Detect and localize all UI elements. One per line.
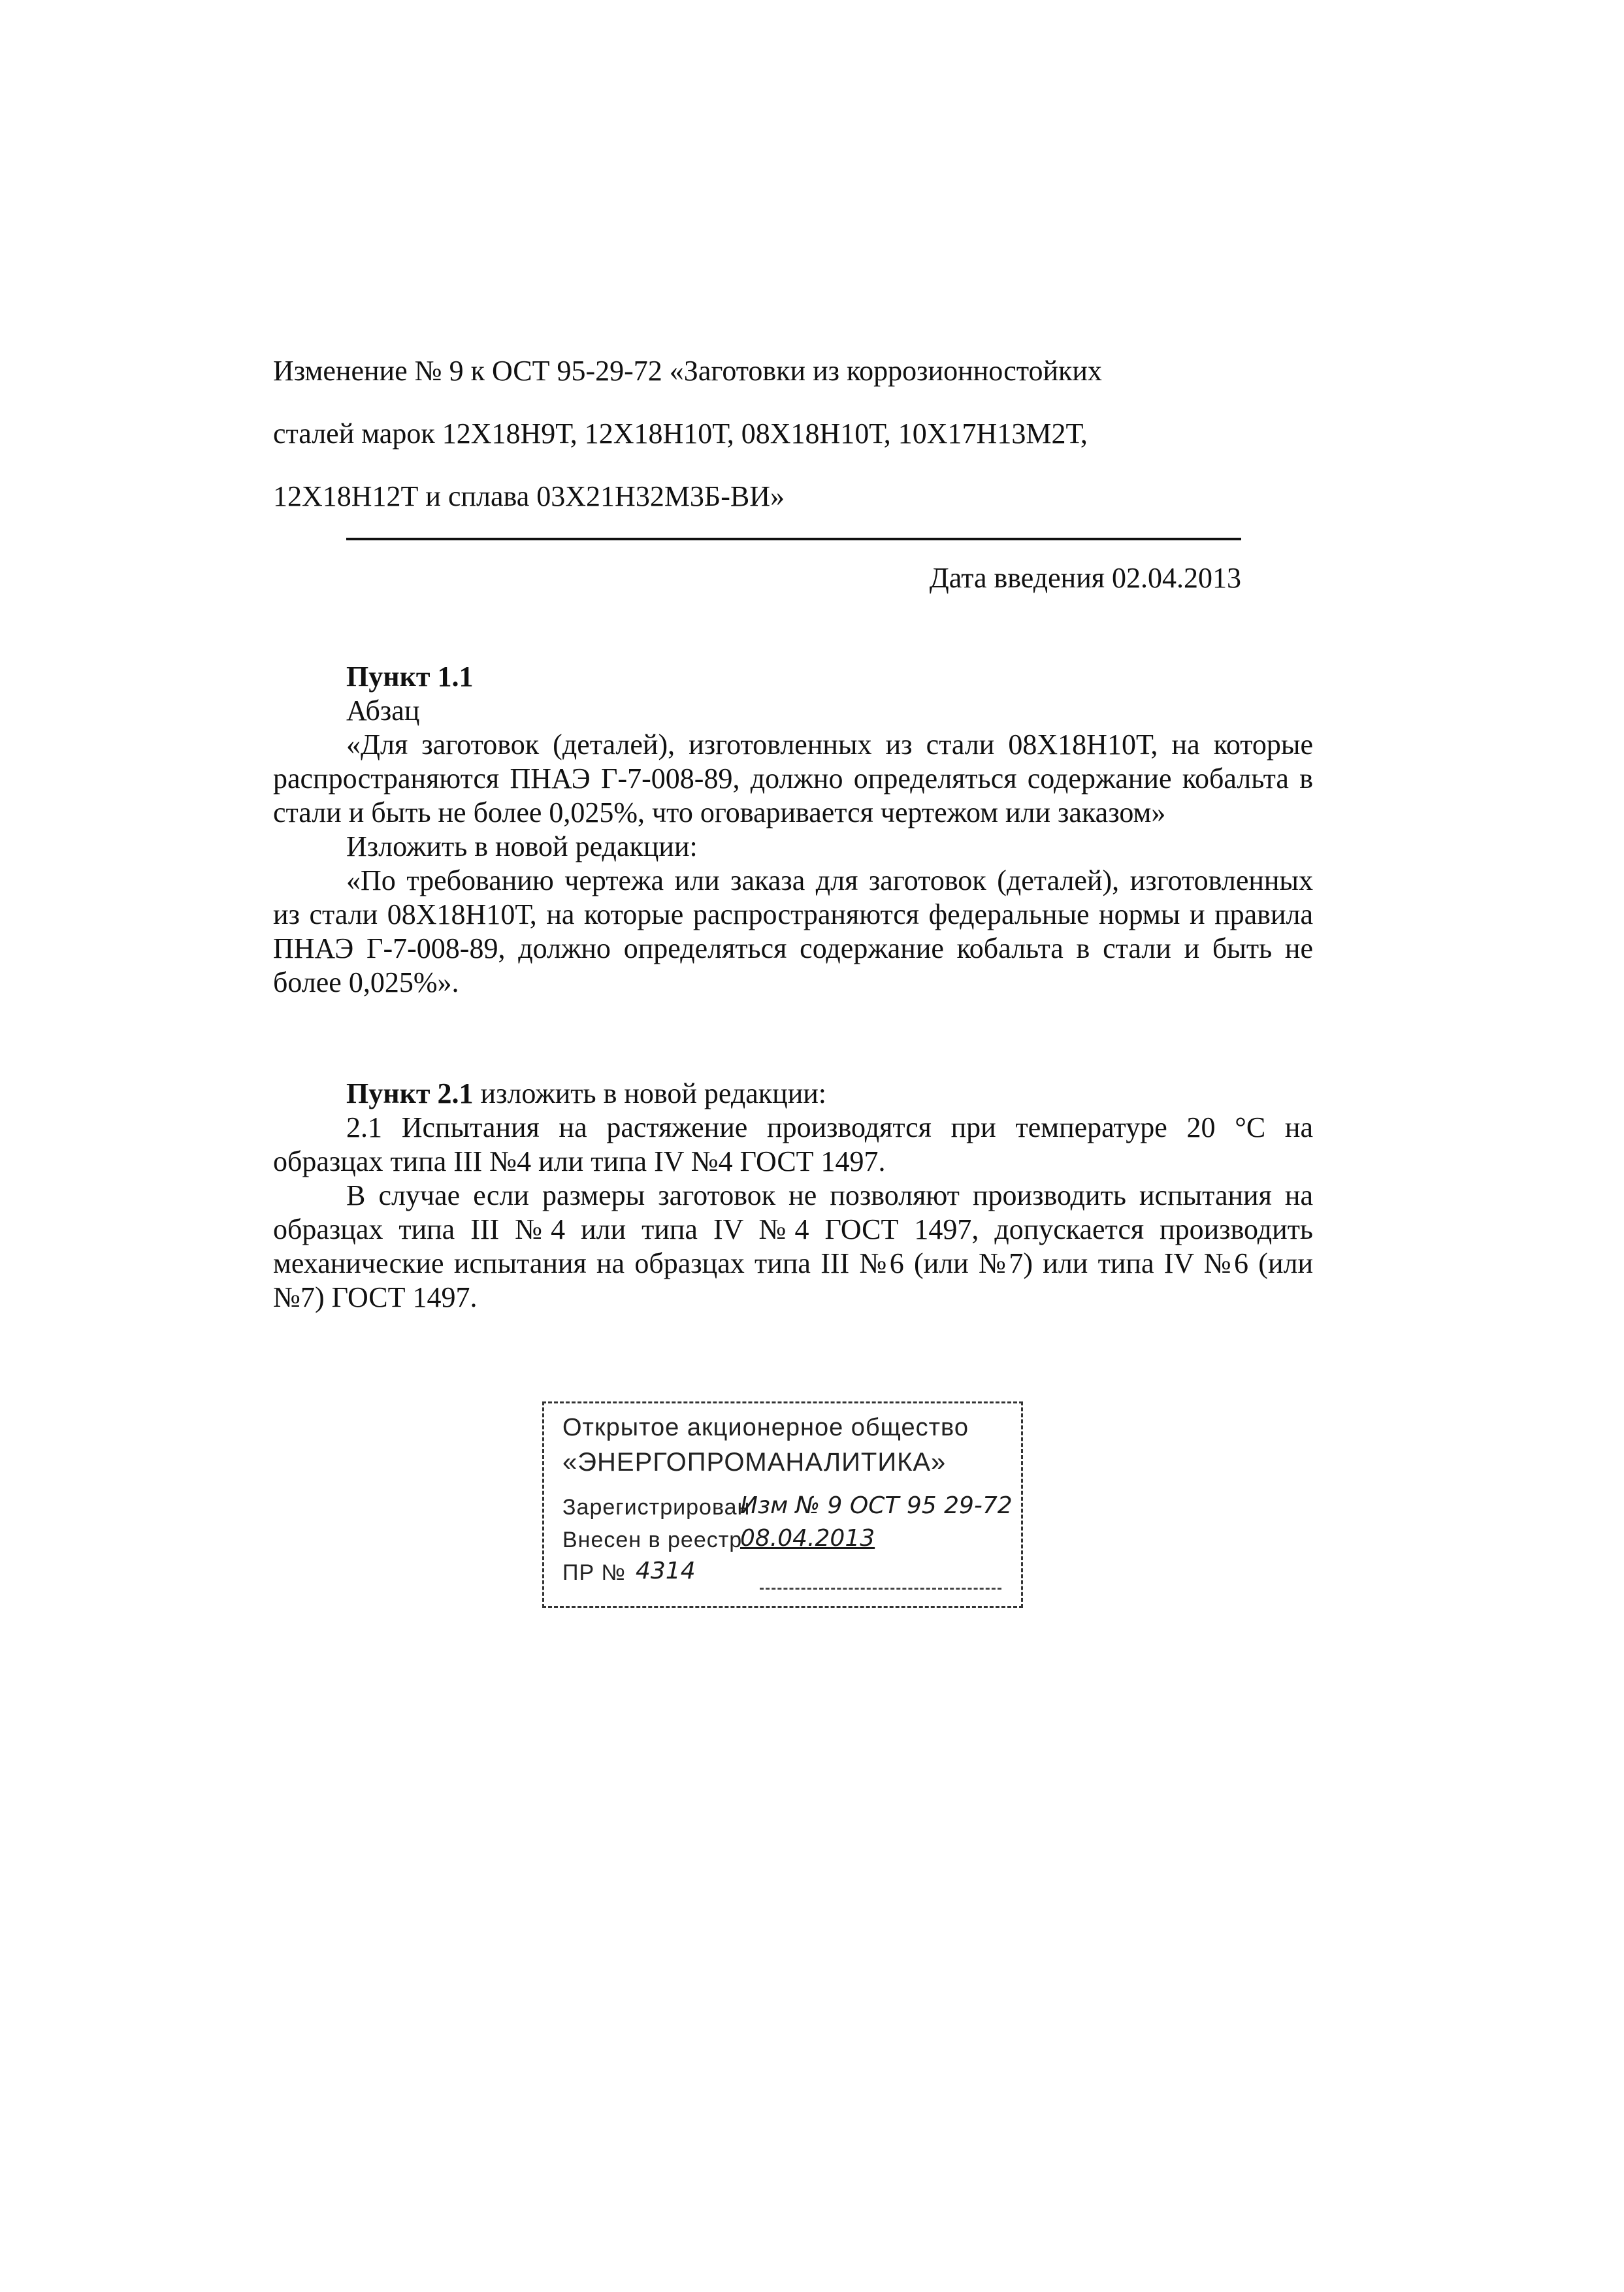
title-divider — [346, 538, 1241, 540]
section-1-old-text: «Для заготовок (деталей), изготовленных из стали 08Х18Н10Т, на которые распространяются ПНАЭ Г-7-008-89, должно определяться содержание кобальта в стали и быть не более 0,025%, что оговаривается чертежом или заказом» — [273, 729, 1313, 828]
stamp-registered-value: Изм № 9 ОСТ 95 29-72 — [740, 1492, 1013, 1519]
title-line-1: Изменение № 9 к ОСТ 95-29-72 «Заготовки из коррозионностойких — [273, 355, 1102, 387]
section-2-paragraph-2: В случае если размеры заготовок не позволяют производить испытания на образцах типа III №4 или типа IV №4 ГОСТ 1497, допускается производить механические испытания на образцах типа III №6 (или №7) или типа IV №6 (или №7) ГОСТ 1497. — [273, 1179, 1313, 1313]
stamp-registry-label: Внесен в реестр — [562, 1528, 743, 1552]
section-2 — [273, 1077, 1313, 1315]
section-2-heading-rest: изложить в новой редакции: — [473, 1077, 827, 1109]
section-2-paragraph-1: 2.1 Испытания на растяжение производятся при температуре 20 °С на образцах типа III №4 или типа IV №4 ГОСТ 1497. — [273, 1111, 1313, 1177]
stamp-org-line-1: Открытое акционерное общество — [562, 1414, 969, 1441]
title-line-3: 12Х18Н12Т и сплава 03Х21Н32М3Б-ВИ» — [273, 480, 785, 512]
registration-stamp — [542, 1401, 1023, 1608]
section-1-label: Абзац — [346, 695, 420, 727]
section-1-new-text: «По требованию чертежа или заказа для заготовок (деталей), изготовленных из стали 08Х18Н10Т, на которые распространяются федеральные нормы и правила ПНАЭ Г-7-008-89, должно определяться содержание кобальта в стали и быть не более 0,025%». — [273, 864, 1313, 998]
document-title — [273, 340, 1253, 528]
section-1-heading: Пункт 1.1 — [346, 661, 474, 693]
section-1-instruction: Изложить в новой редакции: — [346, 830, 698, 862]
section-1 — [273, 660, 1313, 1000]
stamp-registered-label: Зарегистрирован — [562, 1495, 751, 1520]
stamp-registry-date: 08.04.2013 — [740, 1525, 875, 1552]
introduction-date: Дата введения 02.04.2013 — [929, 562, 1241, 594]
stamp-org-line-2: «ЭНЕРГОПРОМАНАЛИТИКА» — [562, 1448, 947, 1477]
stamp-number-value: 4314 — [636, 1558, 696, 1584]
stamp-bottom-dash — [760, 1588, 1001, 1590]
section-2-heading-label: Пункт 2.1 — [346, 1077, 474, 1109]
title-line-2: сталей марок 12Х18Н9Т, 12Х18Н10Т, 08Х18Н10Т, 10Х17Н13М2Т, — [273, 417, 1088, 450]
section-2-heading — [273, 1077, 1313, 1111]
stamp-number-label: ПР № — [562, 1560, 626, 1585]
